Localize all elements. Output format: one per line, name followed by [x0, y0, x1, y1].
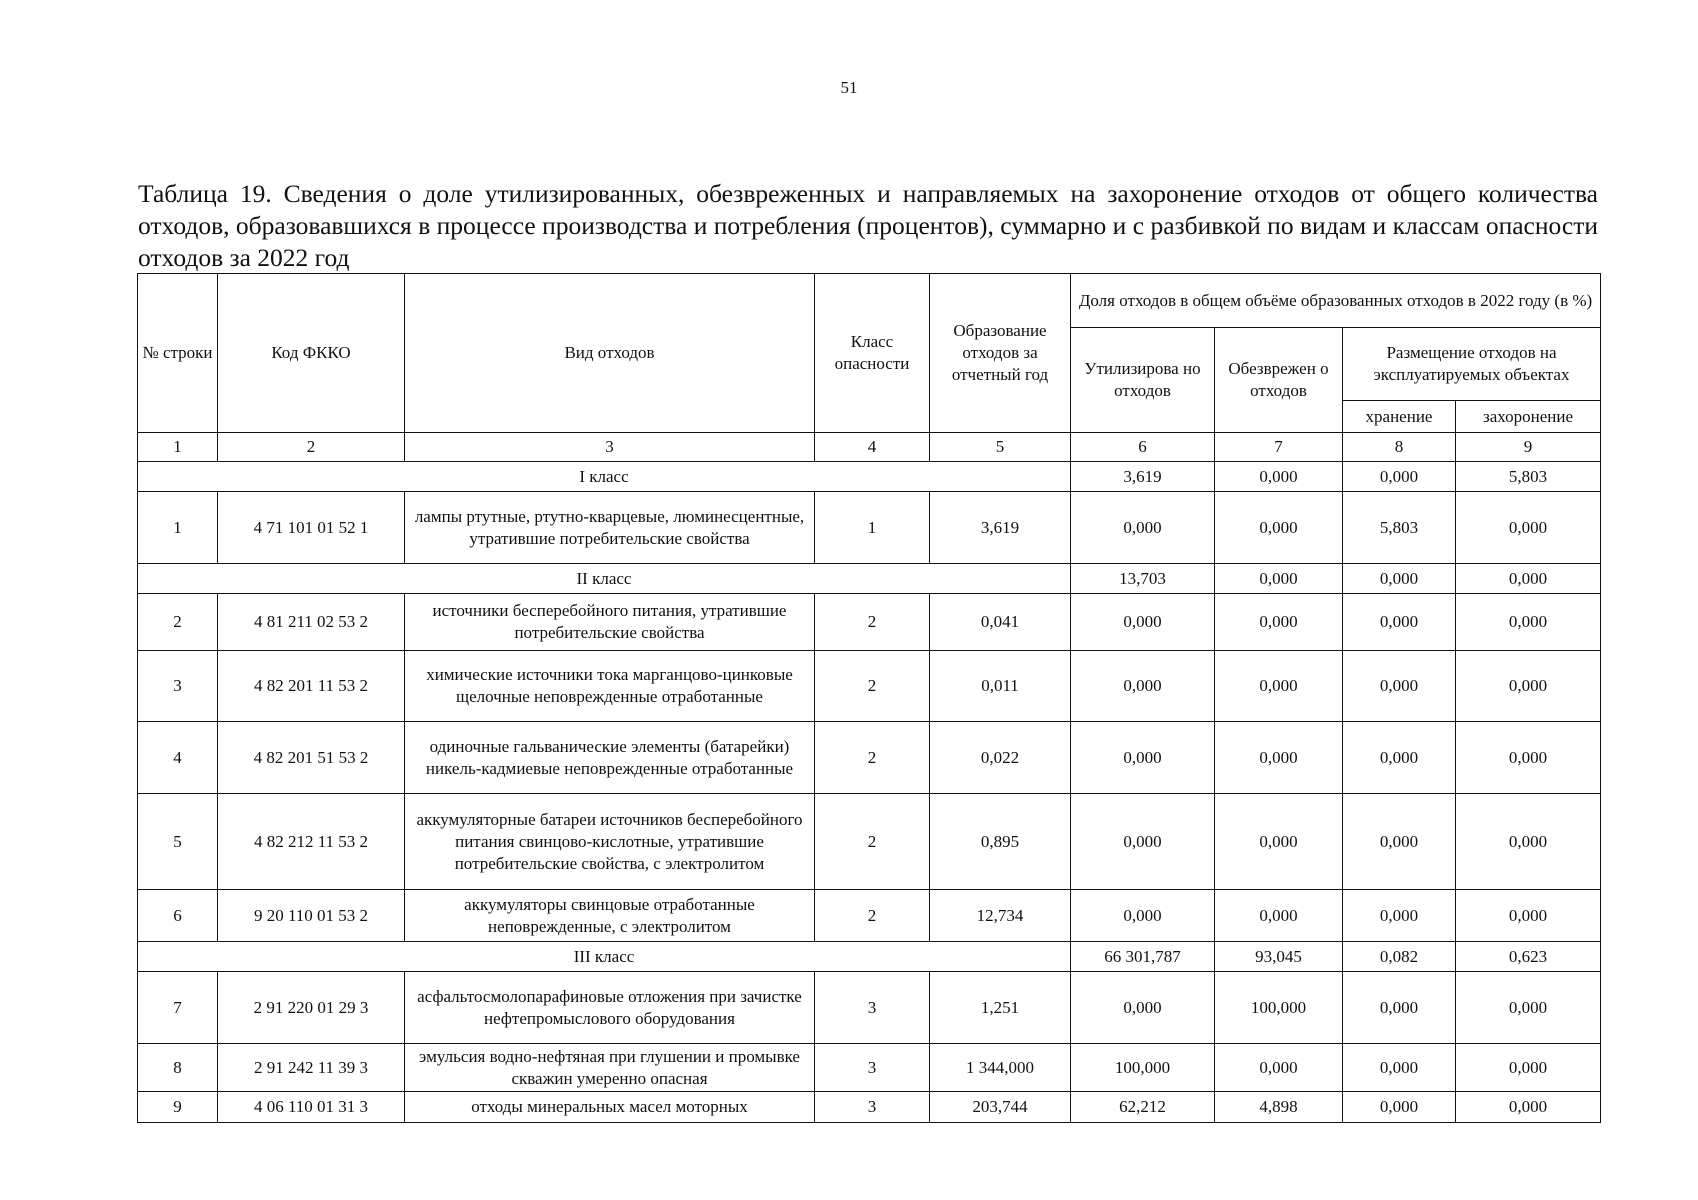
- cell-generated: 0,041: [930, 594, 1071, 651]
- cell-hazard: 2: [815, 722, 930, 794]
- cell-storage: 0,000: [1343, 972, 1456, 1044]
- cell-hazard: 3: [815, 1044, 930, 1092]
- cell-code: 9 20 110 01 53 2: [218, 890, 405, 942]
- column-number: 5: [930, 433, 1071, 462]
- table-row: [138, 794, 1601, 890]
- cell-generated: 1,251: [930, 972, 1071, 1044]
- table-row: [138, 594, 1601, 651]
- cell-storage: 0,000: [1343, 651, 1456, 722]
- table-body: [138, 462, 1601, 1123]
- cell-waste-type: источники бесперебойного питания, утратившие потребительские свойства: [405, 594, 815, 651]
- cell-waste-type: лампы ртутные, ртутно-кварцевые, люминесцентные, утратившие потребительские свойства: [405, 492, 815, 564]
- cell-generated: 0,895: [930, 794, 1071, 890]
- cell-neutralized: 0,000: [1215, 794, 1343, 890]
- cell-hazard: 2: [815, 651, 930, 722]
- class-neutralized: 0,000: [1343, 564, 1456, 594]
- class-generated: 3,619: [1071, 462, 1215, 492]
- column-number: 2: [218, 433, 405, 462]
- cell-hazard: 2: [815, 594, 930, 651]
- cell-utilized: 62,212: [1071, 1092, 1215, 1123]
- column-number-row: [138, 433, 1601, 462]
- cell-generated: 1 344,000: [930, 1044, 1071, 1092]
- cell-row-no: 2: [138, 594, 218, 651]
- cell-neutralized: 0,000: [1215, 594, 1343, 651]
- cell-generated: 3,619: [930, 492, 1071, 564]
- cell-hazard: 3: [815, 1092, 930, 1123]
- cell-burial: 0,000: [1456, 651, 1601, 722]
- class-summary-row: [138, 942, 1601, 972]
- column-number: 8: [1343, 433, 1456, 462]
- class-neutralized: 0,000: [1343, 462, 1456, 492]
- cell-burial: 0,000: [1456, 492, 1601, 564]
- cell-storage: 0,000: [1343, 890, 1456, 942]
- header-fkko-code: Код ФККО: [218, 274, 405, 433]
- cell-burial: 0,000: [1456, 972, 1601, 1044]
- cell-row-no: 5: [138, 794, 218, 890]
- cell-generated: 0,022: [930, 722, 1071, 794]
- cell-burial: 0,000: [1456, 1044, 1601, 1092]
- class-utilized: 0,000: [1215, 564, 1343, 594]
- class-utilized: 93,045: [1215, 942, 1343, 972]
- cell-neutralized: 0,000: [1215, 492, 1343, 564]
- cell-storage: 5,803: [1343, 492, 1456, 564]
- cell-neutralized: 0,000: [1215, 890, 1343, 942]
- cell-code: 4 06 110 01 31 3: [218, 1092, 405, 1123]
- class-neutralized: 0,082: [1343, 942, 1456, 972]
- column-number: 9: [1456, 433, 1601, 462]
- header-hazard-class: Класс опасности: [815, 274, 930, 433]
- class-label: III класс: [138, 942, 1071, 972]
- cell-waste-type: химические источники тока марганцово-цинковые щелочные неповрежденные отработанные: [405, 651, 815, 722]
- class-storage: 0,000: [1456, 564, 1601, 594]
- cell-code: 4 82 201 51 53 2: [218, 722, 405, 794]
- cell-storage: 0,000: [1343, 794, 1456, 890]
- header-generated: Образование отходов за отчетный год: [930, 274, 1071, 433]
- cell-waste-type: аккумуляторы свинцовые отработанные неповрежденные, с электролитом: [405, 890, 815, 942]
- cell-neutralized: 0,000: [1215, 722, 1343, 794]
- column-number: 4: [815, 433, 930, 462]
- cell-row-no: 6: [138, 890, 218, 942]
- header-waste-type: Вид отходов: [405, 274, 815, 433]
- cell-waste-type: асфальтосмолопарафиновые отложения при зачистке нефтепромыслового оборудования: [405, 972, 815, 1044]
- class-generated: 66 301,787: [1071, 942, 1215, 972]
- cell-waste-type: отходы минеральных масел моторных: [405, 1092, 815, 1123]
- cell-row-no: 8: [138, 1044, 218, 1092]
- cell-row-no: 4: [138, 722, 218, 794]
- cell-code: 4 81 211 02 53 2: [218, 594, 405, 651]
- page-number: 51: [840, 78, 858, 97]
- cell-generated: 0,011: [930, 651, 1071, 722]
- cell-row-no: 3: [138, 651, 218, 722]
- cell-generated: 203,744: [930, 1092, 1071, 1123]
- cell-hazard: 2: [815, 794, 930, 890]
- header-neutralized: Обезврежен о отходов: [1215, 328, 1343, 433]
- cell-utilized: 100,000: [1071, 1044, 1215, 1092]
- table-row: [138, 651, 1601, 722]
- cell-code: 2 91 242 11 39 3: [218, 1044, 405, 1092]
- cell-burial: 0,000: [1456, 722, 1601, 794]
- cell-utilized: 0,000: [1071, 722, 1215, 794]
- cell-utilized: 0,000: [1071, 651, 1215, 722]
- cell-code: 2 91 220 01 29 3: [218, 972, 405, 1044]
- header-row-no: № строки: [138, 274, 218, 433]
- cell-storage: 0,000: [1343, 594, 1456, 651]
- column-number: 7: [1215, 433, 1343, 462]
- class-utilized: 0,000: [1215, 462, 1343, 492]
- cell-storage: 0,000: [1343, 1044, 1456, 1092]
- table-row: [138, 1044, 1601, 1092]
- cell-neutralized: 0,000: [1215, 651, 1343, 722]
- header-storage: хранение: [1343, 401, 1456, 433]
- cell-row-no: 9: [138, 1092, 218, 1123]
- cell-neutralized: 100,000: [1215, 972, 1343, 1044]
- header-placement: Размещение отходов на эксплуатируемых объектах: [1343, 328, 1601, 401]
- cell-burial: 0,000: [1456, 890, 1601, 942]
- cell-hazard: 1: [815, 492, 930, 564]
- class-summary-row: [138, 462, 1601, 492]
- cell-waste-type: эмульсия водно-нефтяная при глушении и промывке скважин умеренно опасная: [405, 1044, 815, 1092]
- cell-neutralized: 4,898: [1215, 1092, 1343, 1123]
- cell-code: 4 71 101 01 52 1: [218, 492, 405, 564]
- table-row: [138, 492, 1601, 564]
- cell-burial: 0,000: [1456, 794, 1601, 890]
- cell-utilized: 0,000: [1071, 594, 1215, 651]
- class-label: II класс: [138, 564, 1071, 594]
- cell-hazard: 2: [815, 890, 930, 942]
- cell-row-no: 7: [138, 972, 218, 1044]
- cell-waste-type: аккумуляторные батареи источников бесперебойного питания свинцово-кислотные, утратившие потребительские свойства, с электролитом: [405, 794, 815, 890]
- cell-burial: 0,000: [1456, 594, 1601, 651]
- class-generated: 13,703: [1071, 564, 1215, 594]
- cell-storage: 0,000: [1343, 722, 1456, 794]
- class-storage: 0,623: [1456, 942, 1601, 972]
- cell-burial: 0,000: [1456, 1092, 1601, 1123]
- table-row: [138, 722, 1601, 794]
- table-row: [138, 890, 1601, 942]
- class-storage: 5,803: [1456, 462, 1601, 492]
- column-number: 1: [138, 433, 218, 462]
- header-utilized: Утилизирова но отходов: [1071, 328, 1215, 433]
- cell-generated: 12,734: [930, 890, 1071, 942]
- cell-code: 4 82 201 11 53 2: [218, 651, 405, 722]
- column-number: 3: [405, 433, 815, 462]
- table-row: [138, 972, 1601, 1044]
- cell-utilized: 0,000: [1071, 492, 1215, 564]
- column-number: 6: [1071, 433, 1215, 462]
- header-share-group: Доля отходов в общем объёме образованных отходов в 2022 году (в %): [1071, 274, 1601, 328]
- cell-row-no: 1: [138, 492, 218, 564]
- cell-storage: 0,000: [1343, 1092, 1456, 1123]
- cell-neutralized: 0,000: [1215, 1044, 1343, 1092]
- table-row: [138, 1092, 1601, 1123]
- table-header: [138, 274, 1601, 462]
- header-burial: захоронение: [1456, 401, 1601, 433]
- cell-utilized: 0,000: [1071, 890, 1215, 942]
- table-caption: Таблица 19. Сведения о доле утилизированных, обезвреженных и направляемых на захоронение отходов от общего количества отходов, образовавшихся в процессе производства и потребления (процентов), суммарно и с разбивкой по видам и классам опасности отходов за 2022 год: [138, 179, 1598, 272]
- cell-code: 4 82 212 11 53 2: [218, 794, 405, 890]
- class-summary-row: [138, 564, 1601, 594]
- cell-hazard: 3: [815, 972, 930, 1044]
- waste-share-table: [137, 273, 1601, 1123]
- class-label: I класс: [138, 462, 1071, 492]
- cell-utilized: 0,000: [1071, 794, 1215, 890]
- cell-utilized: 0,000: [1071, 972, 1215, 1044]
- cell-waste-type: одиночные гальванические элементы (батарейки) никель-кадмиевые неповрежденные отработанные: [405, 722, 815, 794]
